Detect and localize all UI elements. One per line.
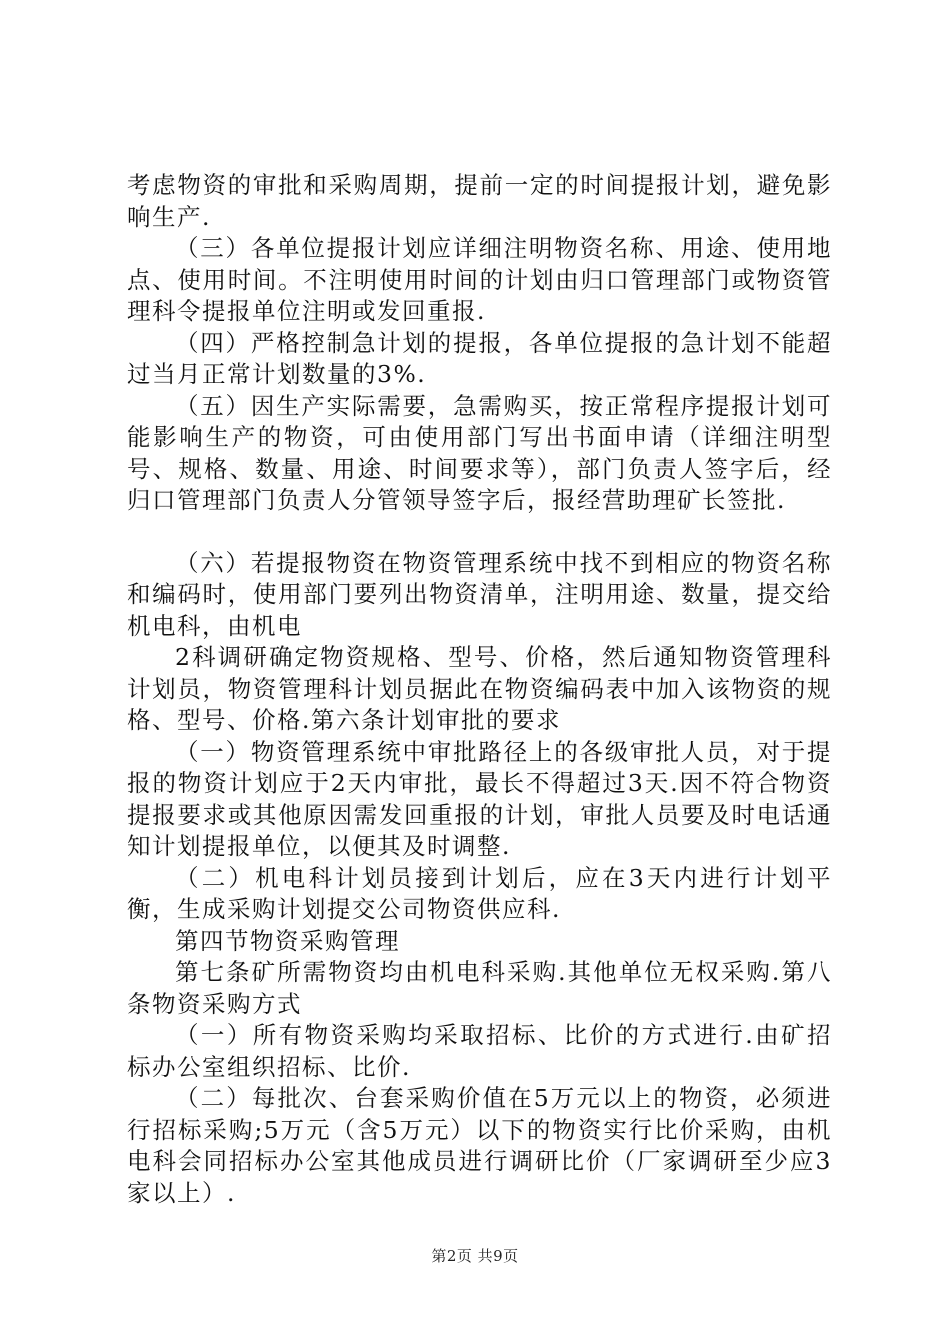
paragraph-3: （四）严格控制急计划的提报，各单位提报的急计划不能超过当月正常计划数量的3%. — [127, 328, 832, 388]
document-body — [127, 170, 832, 1209]
paragraph-11: （一）所有物资采购均采取招标、比价的方式进行.由矿招标办公室组织招标、比价. — [127, 1021, 832, 1081]
section-heading: 第四节物资采购管理 — [175, 926, 400, 955]
paragraph-12: （二）每批次、台套采购价值在5万元以上的物资，必须进行招标采购;5万元（含5万元）以下的物资实行比价采购，由机电科会同招标办公室其他成员进行调研比价（厂家调研至少应3家以上）. — [127, 1084, 832, 1207]
paragraph-10: 第七条矿所需物资均由机电科采购.其他单位无权采购.第八条物资采购方式 — [127, 958, 832, 1018]
paragraph-4: （五）因生产实际需要，急需购买，按正常程序提报计划可能影响生产的物资，可由使用部门写出书面申请（详细注明型号、规格、数量、用途、时间要求等），部门负责人签字后，经归口管理部门负责人分管领导签字后，报经营助理矿长签批. — [127, 391, 832, 514]
page-number-footer: 第2页 共9页 — [431, 1247, 519, 1265]
paragraph-2: （三）各单位提报计划应详细注明物资名称、用途、使用地点、使用时间。不注明使用时间的计划由归口管理部门或物资管理科令提报单位注明或发回重报. — [127, 234, 832, 325]
paragraph-1: 考虑物资的审批和采购周期，提前一定的时间提报计划，避免影响生产. — [127, 171, 832, 231]
paragraph-5: （六）若提报物资在物资管理系统中找不到相应的物资名称和编码时，使用部门要列出物资清单，注明用途、数量，提交给机电科，由机电 — [127, 548, 832, 640]
paragraph-7: （一）物资管理系统中审批路径上的各级审批人员，对于提报的物资计划应于2天内审批，最长不得超过3天.因不符合物资提报要求或其他原因需发回重报的计划，审批人员要及时电话通知计划提报单位，以便其及时调整. — [127, 737, 832, 860]
paragraph-8: （二）机电科计划员接到计划后，应在3天内进行计划平衡，生成采购计划提交公司物资供应科. — [127, 863, 832, 923]
paragraph-6: 2科调研确定物资规格、型号、价格，然后通知物资管理科计划员，物资管理科计划员据此在物资编码表中加入该物资的规格、型号、价格.第六条计划审批的要求 — [127, 643, 832, 734]
